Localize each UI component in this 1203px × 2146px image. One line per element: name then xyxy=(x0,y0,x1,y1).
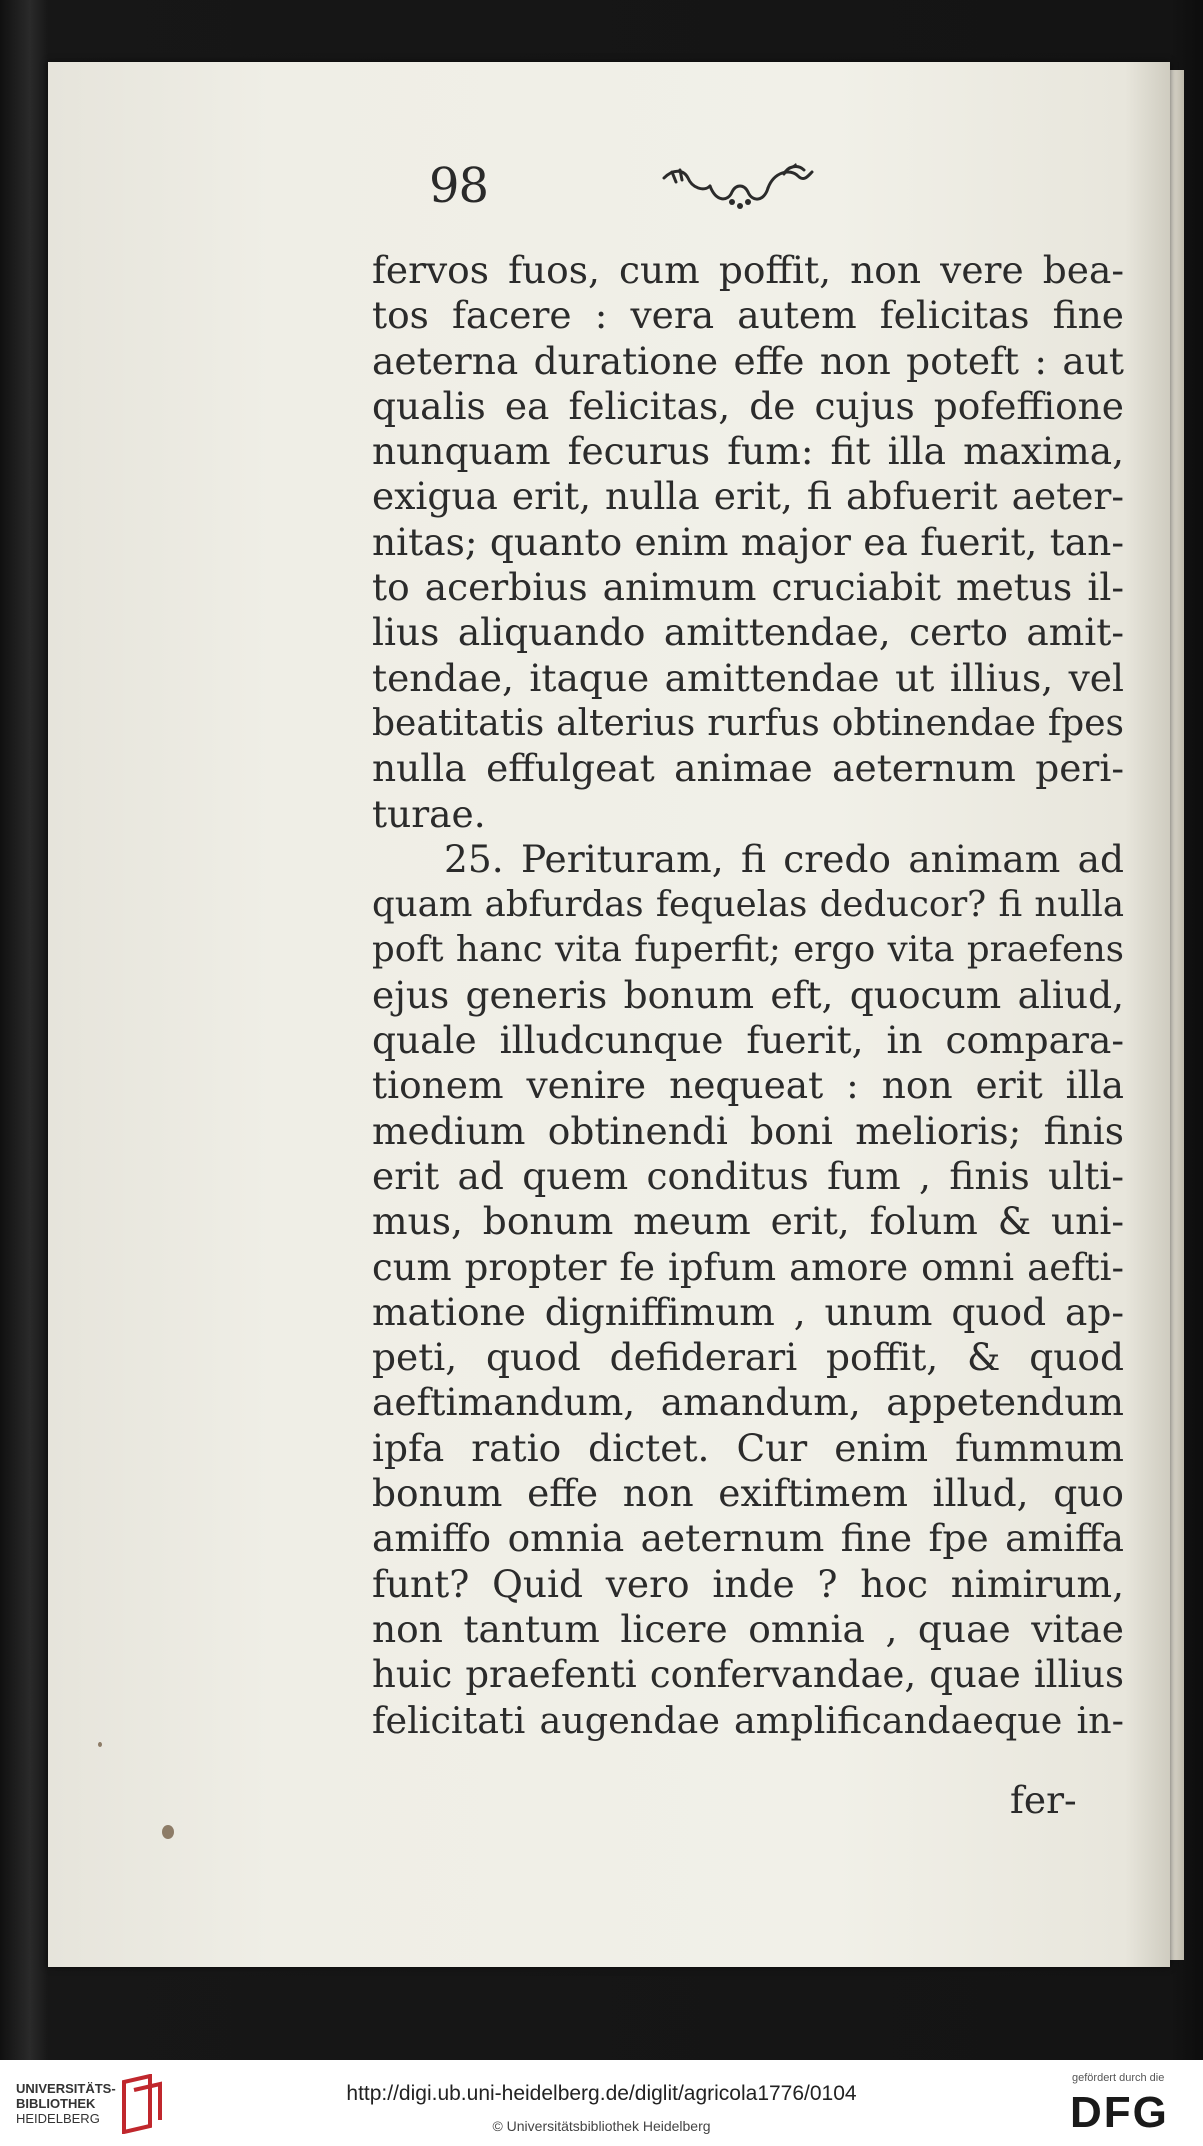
text-line: ejus generis bonum eft, quocum aliud, xyxy=(372,972,1124,1017)
text-line: to acerbius animum cruciabit metus il- xyxy=(372,565,1124,610)
printers-ornament-icon xyxy=(658,162,818,210)
text-line: nitas; quanto enim major ea fuerit, tan- xyxy=(372,519,1124,564)
text-line: peti, quod defiderari poffit, & quod xyxy=(372,1335,1124,1380)
text-line: lius aliquando amittendae, certo amit- xyxy=(372,610,1124,655)
text-line: tendae, itaque amittendae ut illius, vel xyxy=(372,655,1124,700)
foxing-spot xyxy=(162,1825,174,1839)
text-line: fervos fuos, cum poffit, non vere bea- xyxy=(372,248,1124,292)
text-line: qualis ea felicitas, de cujus pofeffione xyxy=(372,383,1124,428)
paragraph-start-line: 25. Perituram, fi credo animam ad xyxy=(444,836,1124,881)
text-line: aeftimandum, amandum, appetendum xyxy=(372,1380,1124,1425)
catchword: fer- xyxy=(1010,1778,1077,1822)
text-line: beatitatis alterius rurfus obtinendae fpes xyxy=(372,702,1124,744)
text-line: felicitati augendae amplificandaeque in- xyxy=(372,1698,1124,1742)
text-line: nulla effulgeat animae aeternum peri- xyxy=(372,746,1124,791)
text-line: tionem venire nequeat : non erit illa xyxy=(372,1063,1124,1108)
text-line: erit ad quem conditus fum , finis ulti- xyxy=(372,1153,1124,1198)
text-line: quam abfurdas fequelas deducor? fi nulla xyxy=(372,884,1124,926)
text-line: bonum effe non exiftimem illud, quo xyxy=(372,1471,1124,1516)
text-line: huic praefenti confervandae, quae illius xyxy=(372,1653,1124,1697)
text-line: matione digniffimum , unum quod ap- xyxy=(372,1289,1124,1334)
logo-text-line: HEIDELBERG xyxy=(16,2111,100,2126)
dfg-logo[interactable]: DFG xyxy=(1070,2088,1169,2137)
page-header xyxy=(425,158,845,218)
copyright-notice: © Universitätsbibliothek Heidelberg xyxy=(492,2118,711,2134)
text-line: turae. xyxy=(372,791,486,836)
text-line: quale illudcunque fuerit, in compara- xyxy=(372,1018,1124,1063)
body-text xyxy=(372,248,1124,1743)
text-line: amiffo omnia aeternum fine fpe amiffa xyxy=(372,1516,1124,1561)
text-line: funt? Quid vero inde ? hoc nimirum, xyxy=(372,1561,1124,1606)
foxing-spot xyxy=(98,1742,102,1747)
text-line: tos facere : vera autem felicitas fine xyxy=(372,293,1124,338)
text-line: aeterna duratione effe non poteft : aut xyxy=(372,338,1124,383)
text-line: poft hanc vita fuperfit; ergo vita praefens xyxy=(372,929,1124,971)
text-line: mus, bonum meum erit, folum & uni- xyxy=(372,1199,1124,1244)
text-line: cum propter fe ipfum amore omni aefti- xyxy=(372,1245,1124,1289)
source-url-link[interactable]: http://digi.ub.uni-heidelberg.de/diglit/agricola1776/0104 xyxy=(346,2082,857,2105)
text-line: non tantum licere omnia , quae vitae xyxy=(372,1606,1124,1651)
text-line: ipfa ratio dictet. Cur enim fummum xyxy=(372,1425,1124,1470)
text-line: exigua erit, nulla erit, fi abfuerit aeter- xyxy=(372,474,1124,519)
footer-bar xyxy=(0,2060,1203,2146)
funding-note: gefördert durch die xyxy=(1072,2072,1165,2084)
logo-text-line: UNIVERSITÄTS- xyxy=(16,2081,116,2096)
page-number: 98 xyxy=(429,158,489,214)
text-line: nunquam fecurus fum: fit illa maxima, xyxy=(372,429,1124,474)
logo-text-line: BIBLIOTHEK xyxy=(16,2096,96,2111)
text-line: medium obtinendi boni melioris; finis xyxy=(372,1108,1124,1153)
